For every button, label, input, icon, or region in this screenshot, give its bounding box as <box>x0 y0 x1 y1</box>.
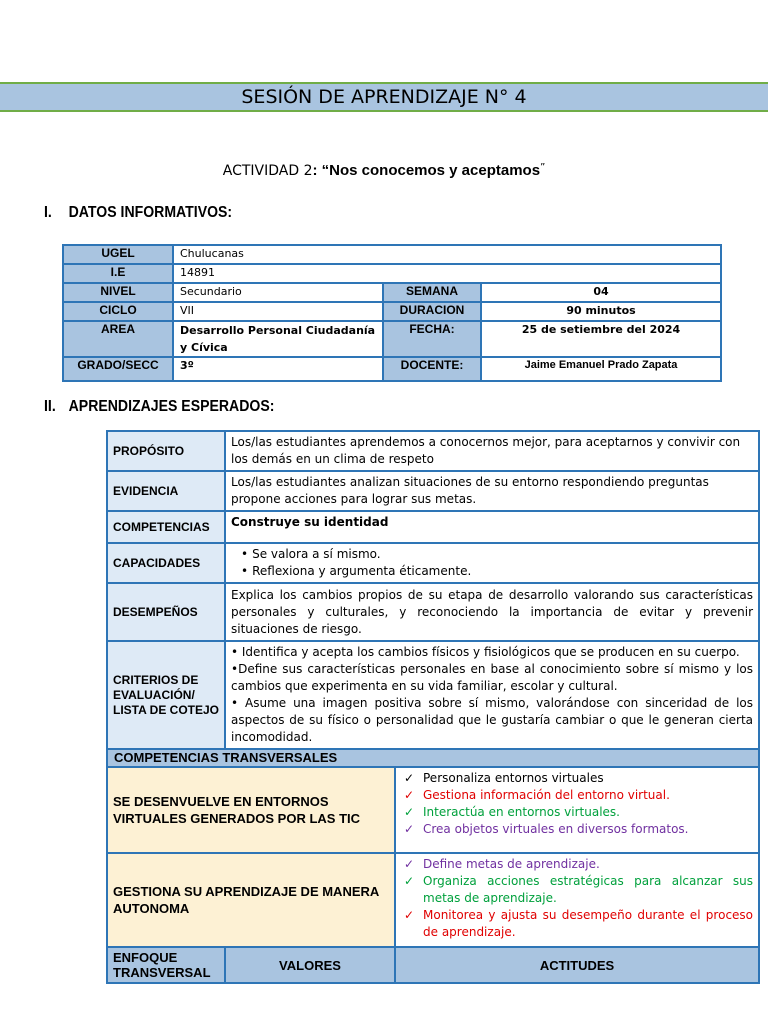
capacidades-label: CAPACIDADES <box>107 543 225 583</box>
proposito-value: Los/las estudiantes aprendemos a conocernos mejor, para aceptarnos y convivir con los demás en un clima de respeto <box>225 431 759 471</box>
checklist-item <box>401 821 753 838</box>
section-datos-heading <box>44 204 232 222</box>
transversales-band: COMPETENCIAS TRANSVERSALES <box>107 749 759 767</box>
tic-competency-label: SE DESENVUELVE EN ENTORNOS VIRTUALES GENERADOS POR LAS TIC <box>107 767 395 853</box>
table-row <box>63 245 721 264</box>
aprendizajes-table <box>106 430 760 984</box>
activity-name: : “Nos conocemos y aceptamos <box>312 162 541 179</box>
checklist-text: Monitorea y ajusta su desempeño durante el proceso de aprendizaje. <box>423 908 754 939</box>
activity-prefix: ACTIVIDAD 2 <box>222 163 313 179</box>
section-title: DATOS INFORMATIVOS: <box>68 204 233 221</box>
semana-value: 04 <box>481 283 721 302</box>
check-icon: ✓ <box>404 874 415 888</box>
evidencia-label: EVIDENCIA <box>107 471 225 511</box>
table-row <box>63 264 721 283</box>
checklist-text: Gestiona información del entorno virtual. <box>423 788 670 802</box>
checklist-text: Personaliza entornos virtuales <box>423 771 604 785</box>
check-icon: ✓ <box>404 822 415 836</box>
checklist-text: Crea objetos virtuales en diversos formatos. <box>423 822 689 836</box>
ciclo-label: CICLO <box>63 302 173 321</box>
ugel-value: Chulucanas <box>173 245 721 264</box>
valores-header: VALORES <box>225 947 395 983</box>
checklist-item <box>401 907 753 941</box>
table-row <box>107 431 759 471</box>
table-row <box>107 767 759 853</box>
checklist-text: Define metas de aprendizaje. <box>423 857 600 871</box>
table-row <box>63 357 721 381</box>
checklist-text: Organiza acciones estratégicas para alcanzar sus metas de aprendizaje. <box>423 874 754 905</box>
nivel-value: Secundario <box>173 283 383 302</box>
duracion-label: DURACION <box>383 302 481 321</box>
evidencia-value: Los/las estudiantes analizan situaciones de su entorno respondiendo preguntas propone acciones para lograr sus metas. <box>225 471 759 511</box>
table-row <box>63 283 721 302</box>
capacidades-list <box>225 543 759 583</box>
fecha-value: 25 de setiembre del 2024 <box>481 321 721 357</box>
grado-label: GRADO/SECC <box>63 357 173 381</box>
check-icon: ✓ <box>404 788 415 802</box>
area-value: Desarrollo Personal Ciudadanía y Cívica <box>173 321 383 357</box>
check-icon: ✓ <box>404 805 415 819</box>
docente-value: Jaime Emanuel Prado Zapata <box>481 357 721 381</box>
ciclo-value: VII <box>173 302 383 321</box>
actitudes-header: ACTITUDES <box>395 947 759 983</box>
grado-value: 3º <box>173 357 383 381</box>
competencias-label: COMPETENCIAS <box>107 511 225 543</box>
table-row <box>63 321 721 357</box>
table-row <box>107 583 759 641</box>
table-row <box>107 853 759 947</box>
list-item: • Identifica y acepta los cambios físicos y fisiológicos que se producen en su cuerpo. <box>231 645 740 659</box>
ugel-label: UGEL <box>63 245 173 264</box>
table-row <box>107 947 759 983</box>
proposito-label: PROPÓSITO <box>107 431 225 471</box>
docente-label: DOCENTE: <box>383 357 481 381</box>
list-item: • Se valora a sí mismo. <box>243 546 753 563</box>
desempenos-value: Explica los cambios propios de su etapa de desarrollo valorando sus características personales y culturales, y reconociendo la importancia de evitar y prevenir situaciones de riesgo. <box>225 583 759 641</box>
table-row <box>107 471 759 511</box>
table-row <box>107 641 759 749</box>
check-icon: ✓ <box>404 908 415 922</box>
list-item: • Reflexiona y argumenta éticamente. <box>243 563 753 580</box>
checklist-item <box>401 856 753 873</box>
checklist-item <box>401 804 753 821</box>
checklist-item <box>401 873 753 907</box>
gestiona-competency-label: GESTIONA SU APRENDIZAJE DE MANERA AUTONOMA <box>107 853 395 947</box>
table-row <box>63 302 721 321</box>
session-title: SESIÓN DE APRENDIZAJE N° 4 <box>0 82 768 112</box>
datos-informativos-table <box>62 244 722 382</box>
section-aprendizajes-heading <box>44 398 274 416</box>
section-title: APRENDIZAJES ESPERADOS: <box>68 398 275 415</box>
checklist-item <box>401 787 753 804</box>
list-item: • Asume una imagen positiva sobre sí mismo, valorándose con sinceridad de los aspectos de su físico o personalidad que le gustaría cambiar o que le generan cierta incomodidad. <box>231 696 754 744</box>
check-icon: ✓ <box>404 771 415 785</box>
tic-list <box>401 770 753 838</box>
area-label: AREA <box>63 321 173 357</box>
competencias-value: Construye su identidad <box>225 511 759 543</box>
fecha-label: FECHA: <box>383 321 481 357</box>
checklist-text: Interactúa en entornos virtuales. <box>423 805 620 819</box>
desempenos-label: DESEMPEÑOS <box>107 583 225 641</box>
activity-suffix: ” <box>540 162 546 173</box>
gestiona-list <box>401 856 753 941</box>
criterios-label: CRITERIOS DE EVALUACIÓN/ LISTA DE COTEJO <box>107 641 225 749</box>
ie-value: 14891 <box>173 264 721 283</box>
section-number: I. <box>44 204 52 221</box>
gestiona-capacities <box>395 853 759 947</box>
table-row <box>107 749 759 767</box>
section-number: II. <box>44 398 56 415</box>
semana-label: SEMANA <box>383 283 481 302</box>
checklist-item <box>401 770 753 787</box>
nivel-label: NIVEL <box>63 283 173 302</box>
activity-heading <box>0 162 768 179</box>
tic-capacities <box>395 767 759 853</box>
table-row <box>107 543 759 583</box>
table-row <box>107 511 759 543</box>
criterios-list <box>225 641 759 749</box>
duracion-value: 90 minutos <box>481 302 721 321</box>
list-item: •Define sus características personales en base al conocimiento sobre sí mismo y los cambios que experimenta en su vida familiar, escolar y cultural. <box>231 662 754 693</box>
enfoque-header: ENFOQUE TRANSVERSAL <box>107 947 225 983</box>
ie-label: I.E <box>63 264 173 283</box>
check-icon: ✓ <box>404 857 415 871</box>
